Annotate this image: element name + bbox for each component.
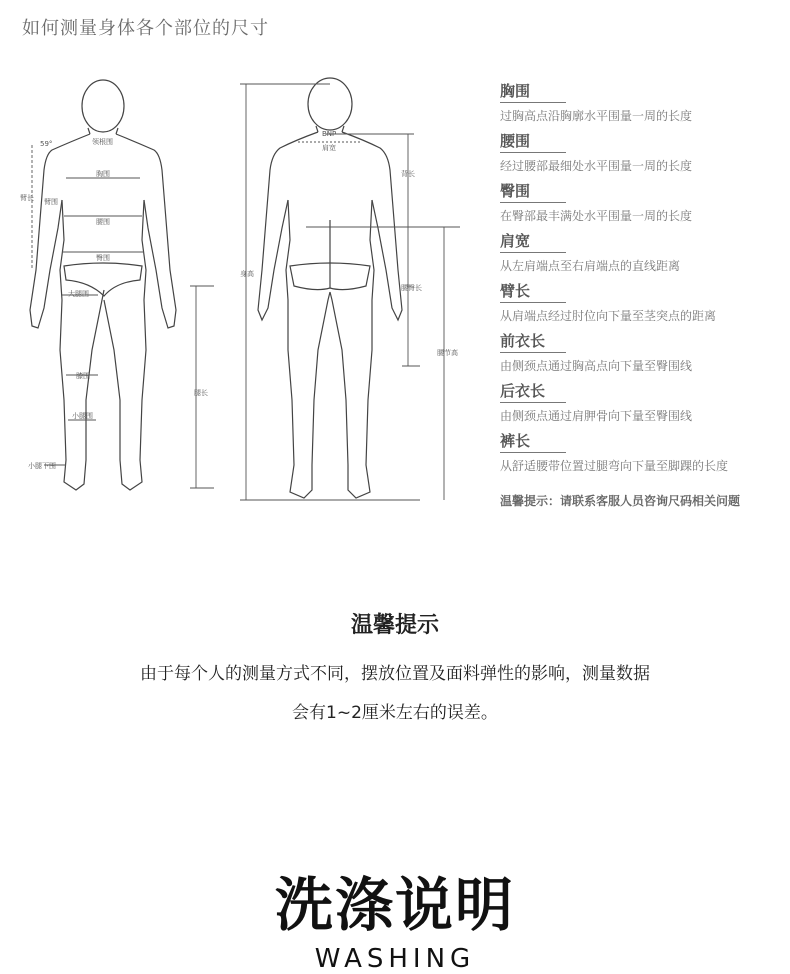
definitions-list xyxy=(500,80,785,480)
def-term: 胸围 xyxy=(500,82,531,100)
def-term: 腰围 xyxy=(500,132,531,150)
def-divider xyxy=(500,102,566,103)
def-desc: 过胸高点沿胸廓水平围量一周的长度 xyxy=(500,109,693,123)
measurement-diagram xyxy=(0,70,490,520)
def-chest xyxy=(500,80,785,130)
def-desc: 从舒适腰带位置过腿弯向下量至脚踝的长度 xyxy=(500,459,729,473)
def-divider xyxy=(500,402,566,403)
def-term: 臀围 xyxy=(500,182,531,200)
waist-hip-label: 腰臀长 xyxy=(401,284,422,292)
back-measure-lines xyxy=(240,84,460,500)
arm-circ-label: 臂围 xyxy=(44,198,58,206)
back-len-label: 背长 xyxy=(401,170,415,178)
waist-label: 腰围 xyxy=(96,218,110,226)
def-arm-length xyxy=(500,280,785,330)
tip-text-line1: 由于每个人的测量方式不同，摆放位置及面料弹性的影响，测量数据 xyxy=(140,664,650,684)
height-label: 身高 xyxy=(240,270,254,278)
washing-subtitle: WASHING xyxy=(314,944,476,974)
chest-label: 胸围 xyxy=(96,170,110,178)
tip-text-line2: 会有1~2厘米左右的误差。 xyxy=(292,703,498,723)
def-desc: 由侧颈点通过胸高点向下量至臀围线 xyxy=(500,359,693,373)
size-hint: 温馨提示：请联系客服人员咨询尺码相关问题 xyxy=(500,494,741,508)
leg-len-label: 腿长 xyxy=(194,389,208,397)
def-term: 臂长 xyxy=(500,282,531,300)
def-divider xyxy=(500,302,566,303)
def-divider xyxy=(500,252,566,253)
page-title: 如何测量身体各个部位的尺寸 xyxy=(22,18,269,39)
arm-len-label: 臂长 xyxy=(20,194,34,202)
def-back-length xyxy=(500,380,785,430)
def-desc: 从肩端点经过肘位向下量至茎突点的距离 xyxy=(500,309,717,323)
def-term: 后衣长 xyxy=(500,382,546,400)
def-waist xyxy=(500,130,785,180)
def-desc: 从左肩端点至右肩端点的直线距离 xyxy=(500,259,681,273)
bnp-label: BNP xyxy=(322,130,337,138)
collar-label: 领根围 xyxy=(92,138,113,146)
def-divider xyxy=(500,452,566,453)
angle-label: 59° xyxy=(40,140,53,148)
def-desc: 经过腰部最细处水平围量一周的长度 xyxy=(500,159,693,173)
def-divider xyxy=(500,202,566,203)
tip-title: 温馨提示 xyxy=(350,613,439,638)
def-term: 肩宽 xyxy=(500,232,531,250)
knee-label: 膝围 xyxy=(76,372,90,380)
def-divider xyxy=(500,352,566,353)
def-term: 裤长 xyxy=(500,432,531,450)
back-figure xyxy=(258,78,402,498)
def-shoulder xyxy=(500,230,785,280)
front-labels xyxy=(20,137,208,470)
def-desc: 由侧颈点通过肩胛骨向下量至臀围线 xyxy=(500,409,693,423)
thigh-label: 大腿围 xyxy=(68,290,89,298)
front-measure-lines xyxy=(32,145,214,488)
def-pants-length xyxy=(500,430,785,480)
def-hip xyxy=(500,180,785,230)
hip-label: 臀围 xyxy=(96,254,110,262)
def-front-length xyxy=(500,330,785,380)
def-term: 前衣长 xyxy=(500,332,546,350)
waist-height-label: 腰节高 xyxy=(437,349,458,357)
calf-lower-label: 小腿下围 xyxy=(28,462,56,470)
back-labels xyxy=(240,130,458,357)
def-desc: 在臀部最丰满处水平围量一周的长度 xyxy=(500,209,693,223)
def-divider xyxy=(500,152,566,153)
washing-title: 洗涤说明 xyxy=(274,871,515,939)
shoulder-label: 肩宽 xyxy=(322,144,336,152)
calf-label: 小腿围 xyxy=(72,412,93,420)
